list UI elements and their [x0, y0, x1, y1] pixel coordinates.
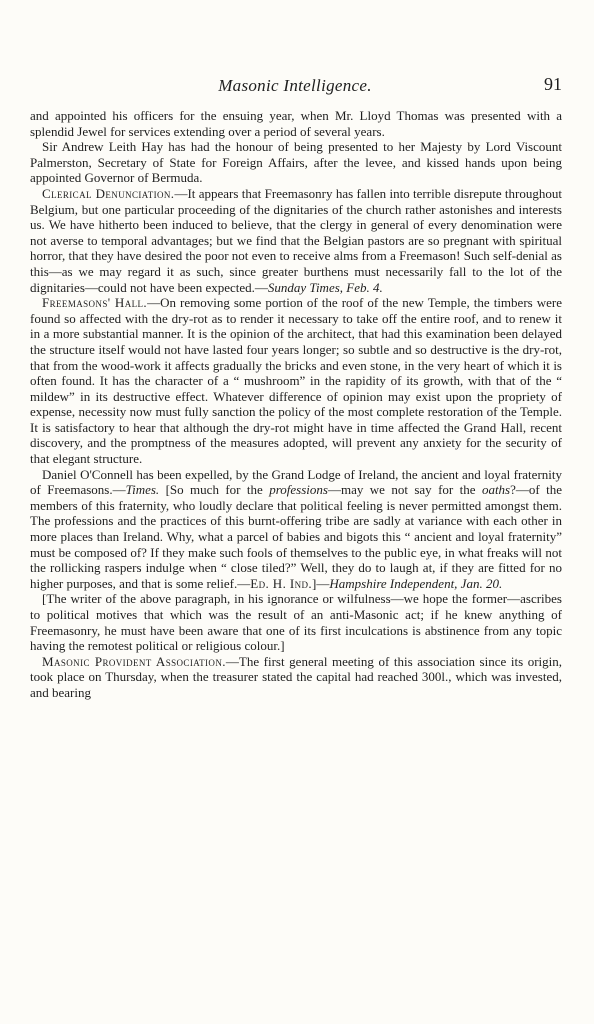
paragraph-text: ?—of the members of this fraternity, who loudly declare that political feeling is never permitted amongst them. The professions and the practices of this burnt-offering tribe are sadly at variance with each other in more places than Ireland. Why, what a parcel of babies and bigots this “ ancient and loyal fraternity” must be composed of? If they make such fools of themselves to the public eye, in what freaks will not the rollicking raspers indulge when “ close tiled?” Well, they do to laugh at, if they are fitted for no higher purposes, and that is some relief.— — [30, 482, 562, 591]
paragraph-text: —The first general meeting of this association since its origin, took place on Thursday, when the treasurer stated the capital had reached 300l., which was invested, and bearing — [30, 653, 563, 700]
paragraph-text: —It appears that Freemasonry has fallen into terrible disrepute throughout Belgium, but one particular proceeding of the dignitaries of the church rather astonishes and interests us. We have hitherto been induced to believe, that the clergy in general of every denomination were not averse to temporal advantages; but we find that the Belgian pastors are so pregnant with spiritual horror, that they have desired the poor not even to receive alms from a Freemason! Such self-denial as this—as we may regard it as such, since greater burthens must necessarily fall to the lot of the dignitaries—could not have been expected.— — [30, 185, 562, 295]
paragraph-editorial-reply: [The writer of the above paragraph, in his ignorance or wilfulness—we hope the former—ascribes to political motives that which was the result of an anti-Masonic act; if he knew anything of Freemasonry, he must have been aware that one of its first inculcations is abstinence from any topic having the remotest political or religious colour.] — [30, 591, 562, 654]
paragraph-text: [So much for the — [159, 482, 270, 498]
paragraph-freemasons-hall — [30, 295, 562, 467]
paragraph-clerical-denunciation — [30, 186, 562, 295]
section-heading: Clerical Denunciation. — [42, 185, 175, 201]
paragraph-leith-hay: Sir Andrew Leith Hay has had the honour of being presented to her Majesty by Lord Viscount Palmerston, Secretary of State for Foreign Affairs, after the levee, and kissed hands upon being appointed Governor of Bermuda. — [30, 139, 562, 186]
article-body — [30, 108, 562, 701]
emphasis: professions — [269, 482, 328, 498]
section-heading: Masonic Provident Association. — [42, 653, 226, 669]
source-citation: Times. — [125, 482, 160, 498]
source-citation: Hampshire Independent, Jan. 20. — [329, 575, 503, 591]
page-number: 91 — [544, 74, 562, 94]
section-heading: Freemasons' Hall. — [42, 295, 148, 311]
page-header — [28, 76, 562, 98]
paragraph-oconnell — [30, 467, 562, 592]
emphasis: oaths — [481, 482, 511, 498]
paragraph-text: ]— — [312, 575, 330, 591]
paragraph-lodge-appointments: and appointed his officers for the ensuing year, when Mr. Lloyd Thomas was presented with a splendid Jewel for services extending over a period of several years. — [30, 108, 562, 139]
source-citation: Sunday Times, Feb. 4. — [267, 279, 383, 295]
running-title: Masonic Intelligence. — [218, 76, 372, 95]
paragraph-text: —may we not say for the — [327, 482, 482, 498]
editor-signature: Ed. H. Ind. — [250, 575, 313, 591]
paragraph-text: —On removing some portion of the roof of the new Temple, the timbers were found so affected with the dry-rot as to render it necessary to take off the entire roof, and to renew it in a more substantial manner. It is the opinion of the architect, that had this examination been delayed the structure itself would not have lasted four years longer; so subtle and so destructive is the dry-rot, that from the wood-work it affects gradually the bricks and even stone, in the very heart of which it is often found. It has the character of a “ mushroom” in the rapidity of its growth, with that of the “ mildew” in its destructive effect. Whatever difference of opinion may exist upon the propriety of expense, necessity now must fully sanction the policy of the most complete restoration of the Temple. It is satisfactory to hear that although the dry-rot might have in time affected the Grand Hall, recent discovery, and the promptness of the measures adopted, will prevent any anxiety for the security of that elegant structure. — [30, 295, 563, 467]
paragraph-text: Daniel O'Connell has been expelled, by the Grand Lodge of Ireland, the ancient and loyal fraternity of Freemasons.— — [30, 466, 562, 498]
paragraph-provident-association — [30, 654, 562, 701]
